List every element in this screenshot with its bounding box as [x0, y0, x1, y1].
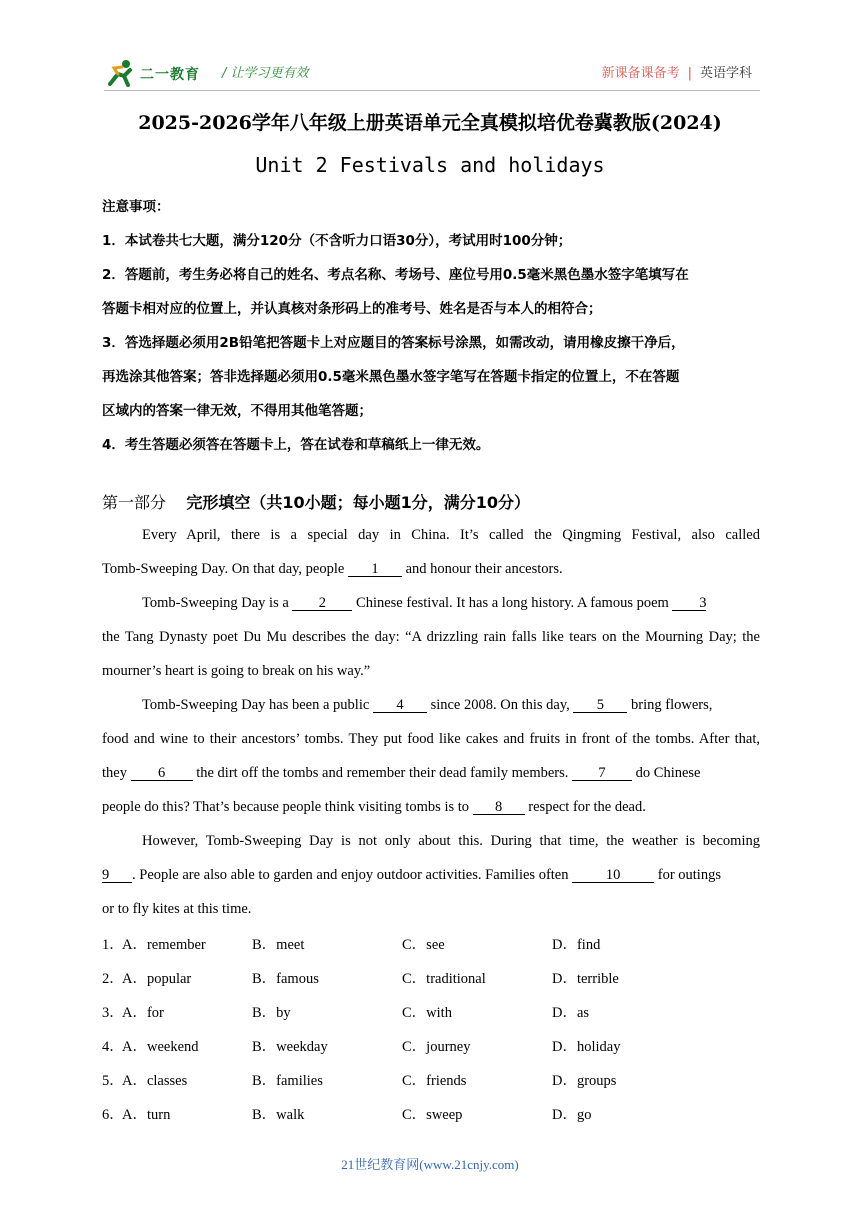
option-d: D．find	[552, 937, 601, 953]
option-b: B．famous	[252, 971, 319, 987]
question-number: 4．	[102, 1039, 124, 1055]
option-row	[102, 1103, 762, 1123]
passage-line	[102, 561, 760, 578]
question-number: 5．	[102, 1073, 124, 1089]
brand-logo	[104, 58, 212, 90]
option-row	[102, 1035, 762, 1055]
logo-text: 二一教育	[140, 67, 200, 83]
note-line: 再选涂其他答案；答非选择题必须用0.5毫米黑色墨水签字笔写在答题卡指定的位置上，不在答题	[102, 369, 680, 385]
blank-10: 10	[572, 868, 654, 883]
passage-text: do Chinese	[635, 765, 701, 781]
question-number: 6．	[102, 1107, 124, 1123]
option-a: A．classes	[122, 1073, 188, 1089]
slogan: / 让学习更有效	[222, 66, 309, 81]
passage-text: people do this? That’s because people think visiting tombs is to	[102, 799, 470, 815]
note-line: 2．答题前，考生务必将自己的姓名、考点名称、考场号、座位号用0.5毫米黑色墨水签字笔填写在	[102, 267, 689, 283]
option-b: B．meet	[252, 937, 305, 953]
question-number: 3．	[102, 1005, 124, 1021]
blank-7: 7	[572, 766, 632, 781]
passage-text: for outings	[657, 867, 721, 883]
option-a: A．turn	[122, 1107, 171, 1123]
section-part: 第一部分	[102, 493, 167, 512]
passage-text: Tomb-Sweeping Day has been a public	[142, 697, 370, 713]
passage-text: bring flowers,	[631, 697, 713, 713]
passage-text: they	[102, 765, 127, 781]
header-tag-courses: 新课备课备考	[601, 66, 680, 81]
page-subtitle: Unit 2 Festivals and holidays	[255, 153, 605, 177]
option-a: A．weekend	[122, 1039, 199, 1055]
header-right	[602, 62, 752, 81]
blank-9: 9	[102, 868, 132, 883]
note-line: 3．答选择题必须用2B铅笔把答题卡上对应题目的答案标号涂黑，如需改动，请用橡皮擦干净后，	[102, 335, 685, 351]
option-d: D．holiday	[552, 1039, 621, 1055]
passage-line	[142, 595, 800, 612]
option-b: B．by	[252, 1005, 291, 1021]
passage-line	[102, 867, 760, 884]
passage-line	[102, 799, 760, 816]
section-heading	[102, 490, 530, 513]
blank-6: 6	[131, 766, 193, 781]
passage-line: Every April, there is a special day in China. It’s called the Qingming Festival, also called	[142, 527, 760, 543]
passage-text: respect for the dead.	[528, 799, 646, 815]
passage-line: food and wine to their ancestors’ tombs. They put food like cakes and fruits in front of the tombs. After that,	[102, 731, 760, 747]
option-c: C．journey	[402, 1039, 471, 1055]
option-c: C．with	[402, 1005, 452, 1021]
option-d: D．as	[552, 1005, 590, 1021]
option-c: C．see	[402, 937, 445, 953]
note-line: 区域内的答案一律无效，不得用其他笔答题；	[102, 403, 372, 419]
option-b: B．families	[252, 1073, 323, 1089]
question-number: 2．	[102, 971, 124, 987]
note-line: 1．本试卷共七大题，满分120分（不含听力口语30分），考试用时100分钟；	[102, 233, 572, 249]
blank-5: 5	[573, 698, 627, 713]
option-b: B．walk	[252, 1107, 305, 1123]
option-a: A．for	[122, 1005, 164, 1021]
blank-2: 2	[292, 596, 352, 611]
passage-text: Chinese festival. It has a long history. A famous poem	[356, 595, 669, 611]
page-title: 2025-2026学年八年级上册英语单元全真模拟培优卷冀教版(2024)	[138, 112, 722, 134]
passage-text: the dirt off the tombs and remember their dead family members.	[196, 765, 569, 781]
passage-line: mourner’s heart is going to break on his way.”	[102, 663, 371, 679]
option-a: A．remember	[122, 937, 206, 953]
note-line: 答题卡相对应的位置上，并认真核对条形码上的准考号、姓名是否与本人的相符合；	[102, 301, 602, 317]
option-d: D．terrible	[552, 971, 619, 987]
option-b: B．weekday	[252, 1039, 328, 1055]
passage-text: Tomb-Sweeping Day is a	[142, 595, 289, 611]
passage-text: and honour their ancestors.	[405, 561, 563, 577]
question-number: 1．	[102, 937, 124, 953]
header-tag-subject: 英语学科	[699, 66, 752, 81]
blank-8: 8	[473, 800, 525, 815]
header-separator: |	[687, 66, 692, 81]
option-row	[102, 933, 762, 953]
passage-line	[142, 697, 760, 714]
option-c: C．sweep	[402, 1107, 463, 1123]
option-row	[102, 1001, 762, 1021]
option-a: A．popular	[122, 971, 192, 987]
runner-icon	[104, 58, 138, 88]
option-row	[102, 1069, 762, 1089]
passage-line: or to fly kites at this time.	[102, 901, 252, 917]
header-divider	[104, 90, 760, 91]
note-line: 4．考生答题必须答在答题卡上，答在试卷和草稿纸上一律无效。	[102, 437, 490, 453]
passage-line	[102, 765, 760, 782]
option-row	[102, 967, 762, 987]
notes-heading: 注意事项：	[102, 199, 170, 215]
option-c: C．traditional	[402, 971, 486, 987]
option-d: D．go	[552, 1107, 592, 1123]
blank-4: 4	[373, 698, 427, 713]
passage-text: since 2008. On this day,	[430, 697, 570, 713]
page-footer[interactable]: 21世纪教育网(www.21cnjy.com)	[341, 1157, 519, 1172]
section-name: 完形填空（共10小题；每小题1分，满分10分）	[186, 493, 531, 512]
blank-1: 1	[348, 562, 402, 577]
passage-text: Tomb-Sweeping Day. On that day, people	[102, 561, 345, 577]
passage-line: However, Tomb-Sweeping Day is not only about this. During that time, the weather is becoming	[142, 833, 760, 849]
passage-text: . People are also able to garden and enjoy outdoor activities. Families often	[132, 867, 569, 883]
passage-line: the Tang Dynasty poet Du Mu describes the day: “A drizzling rain falls like tears on the Mourning Day; the	[102, 629, 760, 645]
option-d: D．groups	[552, 1073, 617, 1089]
option-c: C．friends	[402, 1073, 467, 1089]
blank-3: 3	[672, 596, 706, 611]
